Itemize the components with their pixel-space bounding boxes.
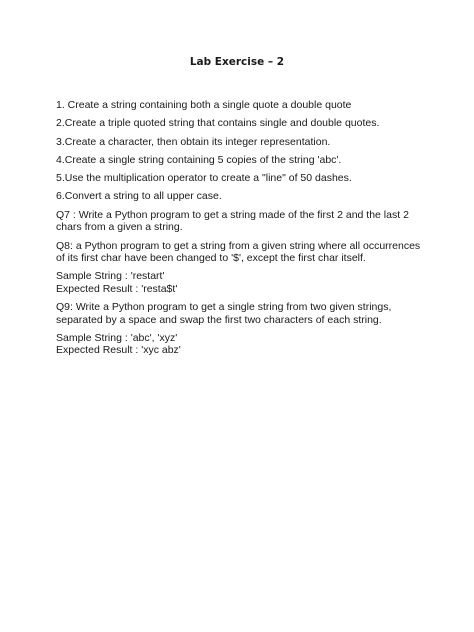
q9-expected-result: Expected Result : 'xyc abz' [56,344,181,357]
document-body [56,99,428,363]
q9-sample-string: Sample String : 'abc', 'xyz' [56,331,178,344]
question-9: Q9: Write a Python program to get a single string from two given strings, separated by a space and swap the first two characters of each string. [56,301,392,326]
q8-sample-string: Sample String : 'restart' [56,270,165,283]
question-7: Q7 : Write a Python program to get a string made of the first 2 and the last 2 chars from a given a string. [56,208,409,234]
exercise-3: 3.Create a character, then obtain its integer representation. [56,135,331,148]
q8-expected-result: Expected Result : 'resta$t' [56,282,178,295]
exercise-1: 1. Create a string containing both a single quote a double quote [56,99,352,111]
exercise-4: 4.Create a single string containing 5 copies of the string 'abc'. [56,153,342,166]
exercise-2: 2.Create a triple quoted string that contains single and double quotes. [56,117,380,130]
document-title: Lab Exercise – 2 [189,56,285,68]
exercise-5: 5.Use the multiplication operator to create a "line" of 50 dashes. [56,172,352,185]
exercise-6: 6.Convert a string to all upper case. [56,190,222,203]
question-8: Q8: a Python program to get a string from a given string where all occurrences of its first char have been changed to '$', except the first char itself. [56,239,421,265]
